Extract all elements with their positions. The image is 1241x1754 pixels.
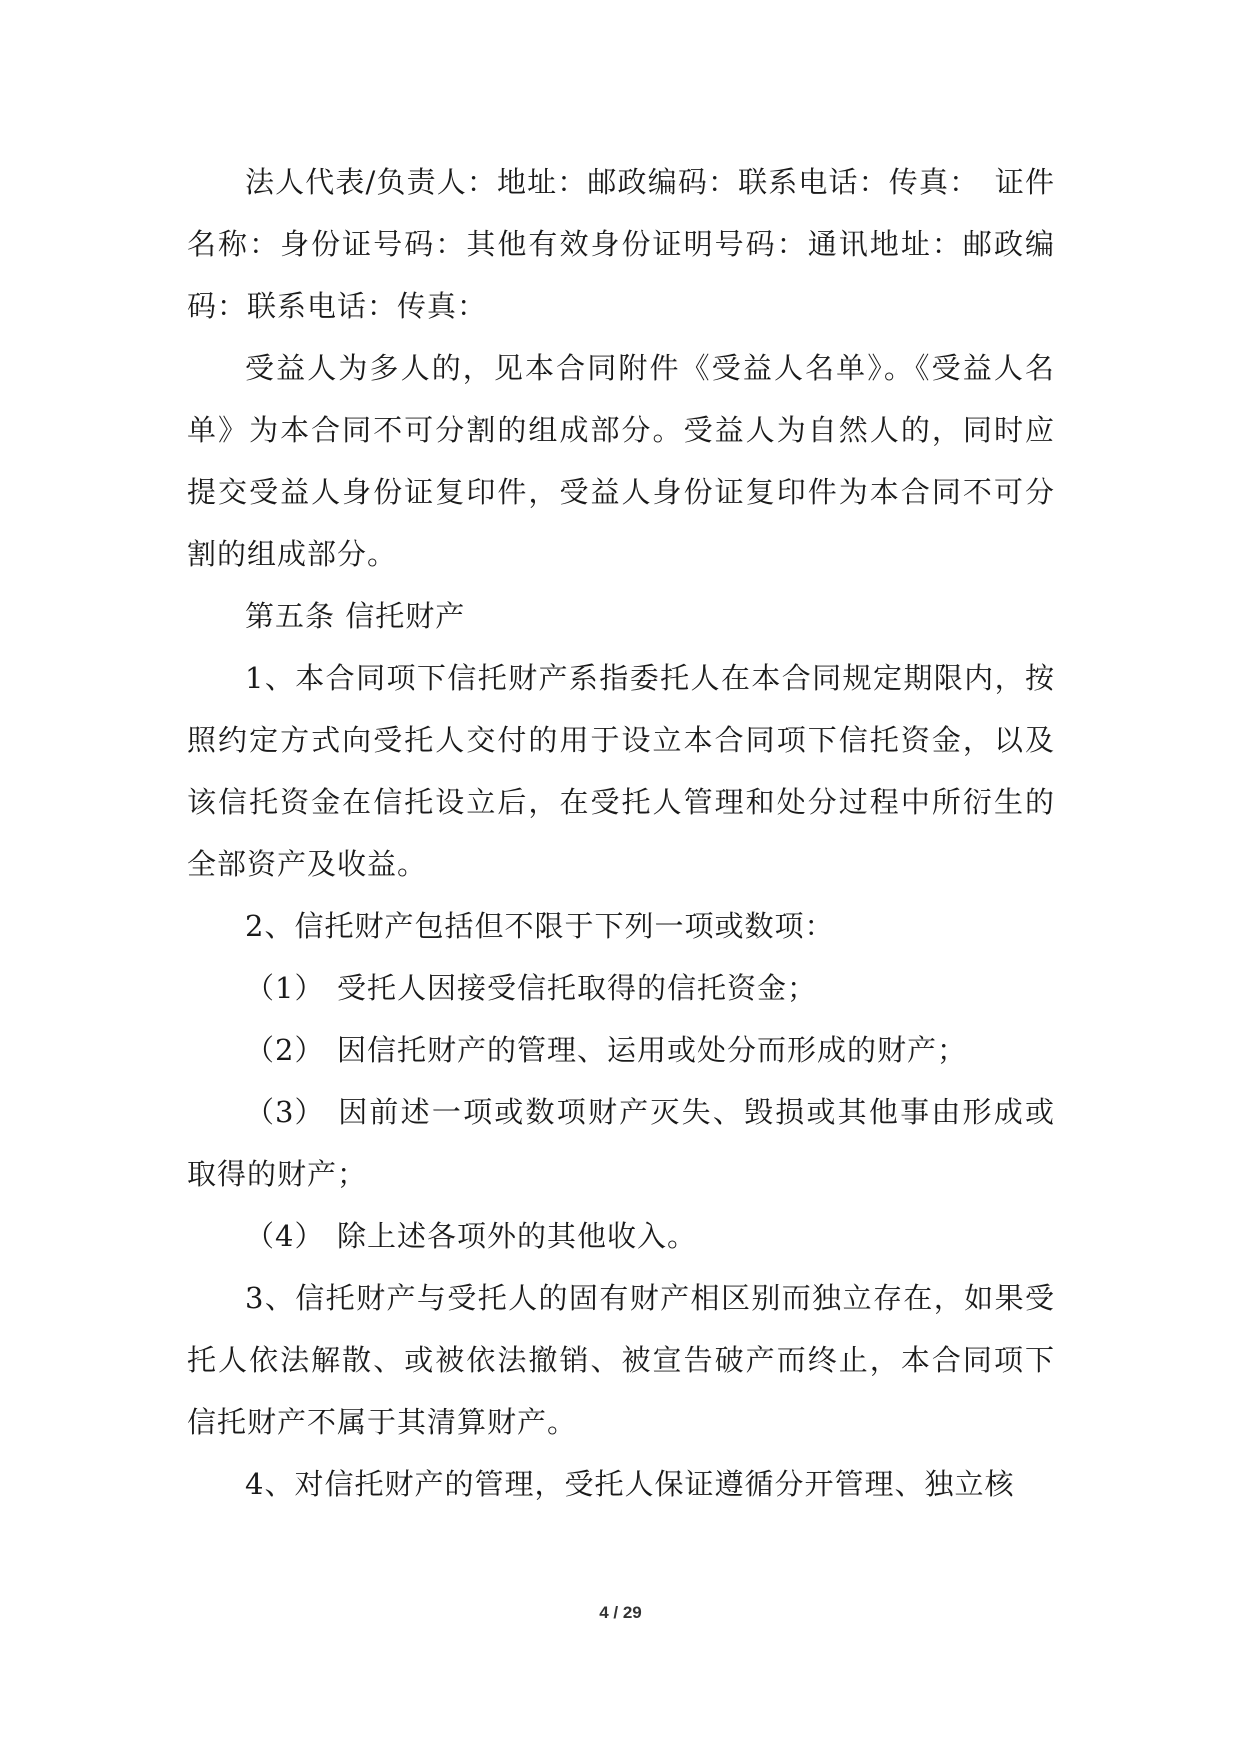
paragraph-legal-representative: 法人代表/负责人：地址：邮政编码：联系电话：传真： 证件名称：身份证号码：其他有效身份证明号码：通讯地址：邮政编码：联系电话：传真： (187, 165, 1055, 323)
paragraph-independent-property: 3、信托财产与受托人的固有财产相区别而独立存在，如果受托人依法解散、或被依法撤销、被宣告破产而终止，本合同项下信托财产不属于其清算财产。 (187, 1281, 1055, 1439)
list-item-number: （4） (245, 1219, 325, 1253)
paragraph-trust-property-definition: 1、本合同项下信托财产系指委托人在本合同规定期限内，按照约定方式向受托人交付的用于设立本合同项下信托资金，以及该信托资金在信托设立后，在受托人管理和处分过程中所衍生的全部资产及收益。 (187, 661, 1055, 881)
page-number: 4 / 29 (599, 1603, 642, 1622)
paragraph-beneficiary-list: 受益人为多人的，见本合同附件《受益人名单》。《受益人名单》为本合同不可分割的组成部分。受益人为自然人的，同时应提交受益人身份证复印件，受益人身份证复印件为本合同不可分割的组成部分。 (187, 351, 1055, 571)
list-item-text: 除上述各项外的其他收入。 (337, 1219, 698, 1253)
list-item-number: （3） (245, 1095, 325, 1129)
list-item (187, 1081, 1055, 1205)
list-item (187, 1205, 1055, 1267)
list-item (187, 957, 1055, 1019)
list-item-text: 因前述一项或数项财产灭失、毁损或其他事由形成或取得的财产； (187, 1095, 1055, 1191)
document-body (187, 151, 1055, 1515)
list-item-text: 受托人因接受信托取得的信托资金； (337, 971, 818, 1005)
list-item-text: 因信托财产的管理、运用或处分而形成的财产； (337, 1033, 968, 1067)
list-item (187, 1019, 1055, 1081)
list-item-number: （2） (245, 1033, 325, 1067)
list-item-number: （1） (245, 971, 325, 1005)
article-five-heading: 第五条 信托财产 (245, 599, 466, 633)
paragraph-separate-management: 4、对信托财产的管理，受托人保证遵循分开管理、独立核 (245, 1467, 1015, 1501)
paragraph-trust-property-scope: 2、信托财产包括但不限于下列一项或数项： (245, 909, 835, 943)
